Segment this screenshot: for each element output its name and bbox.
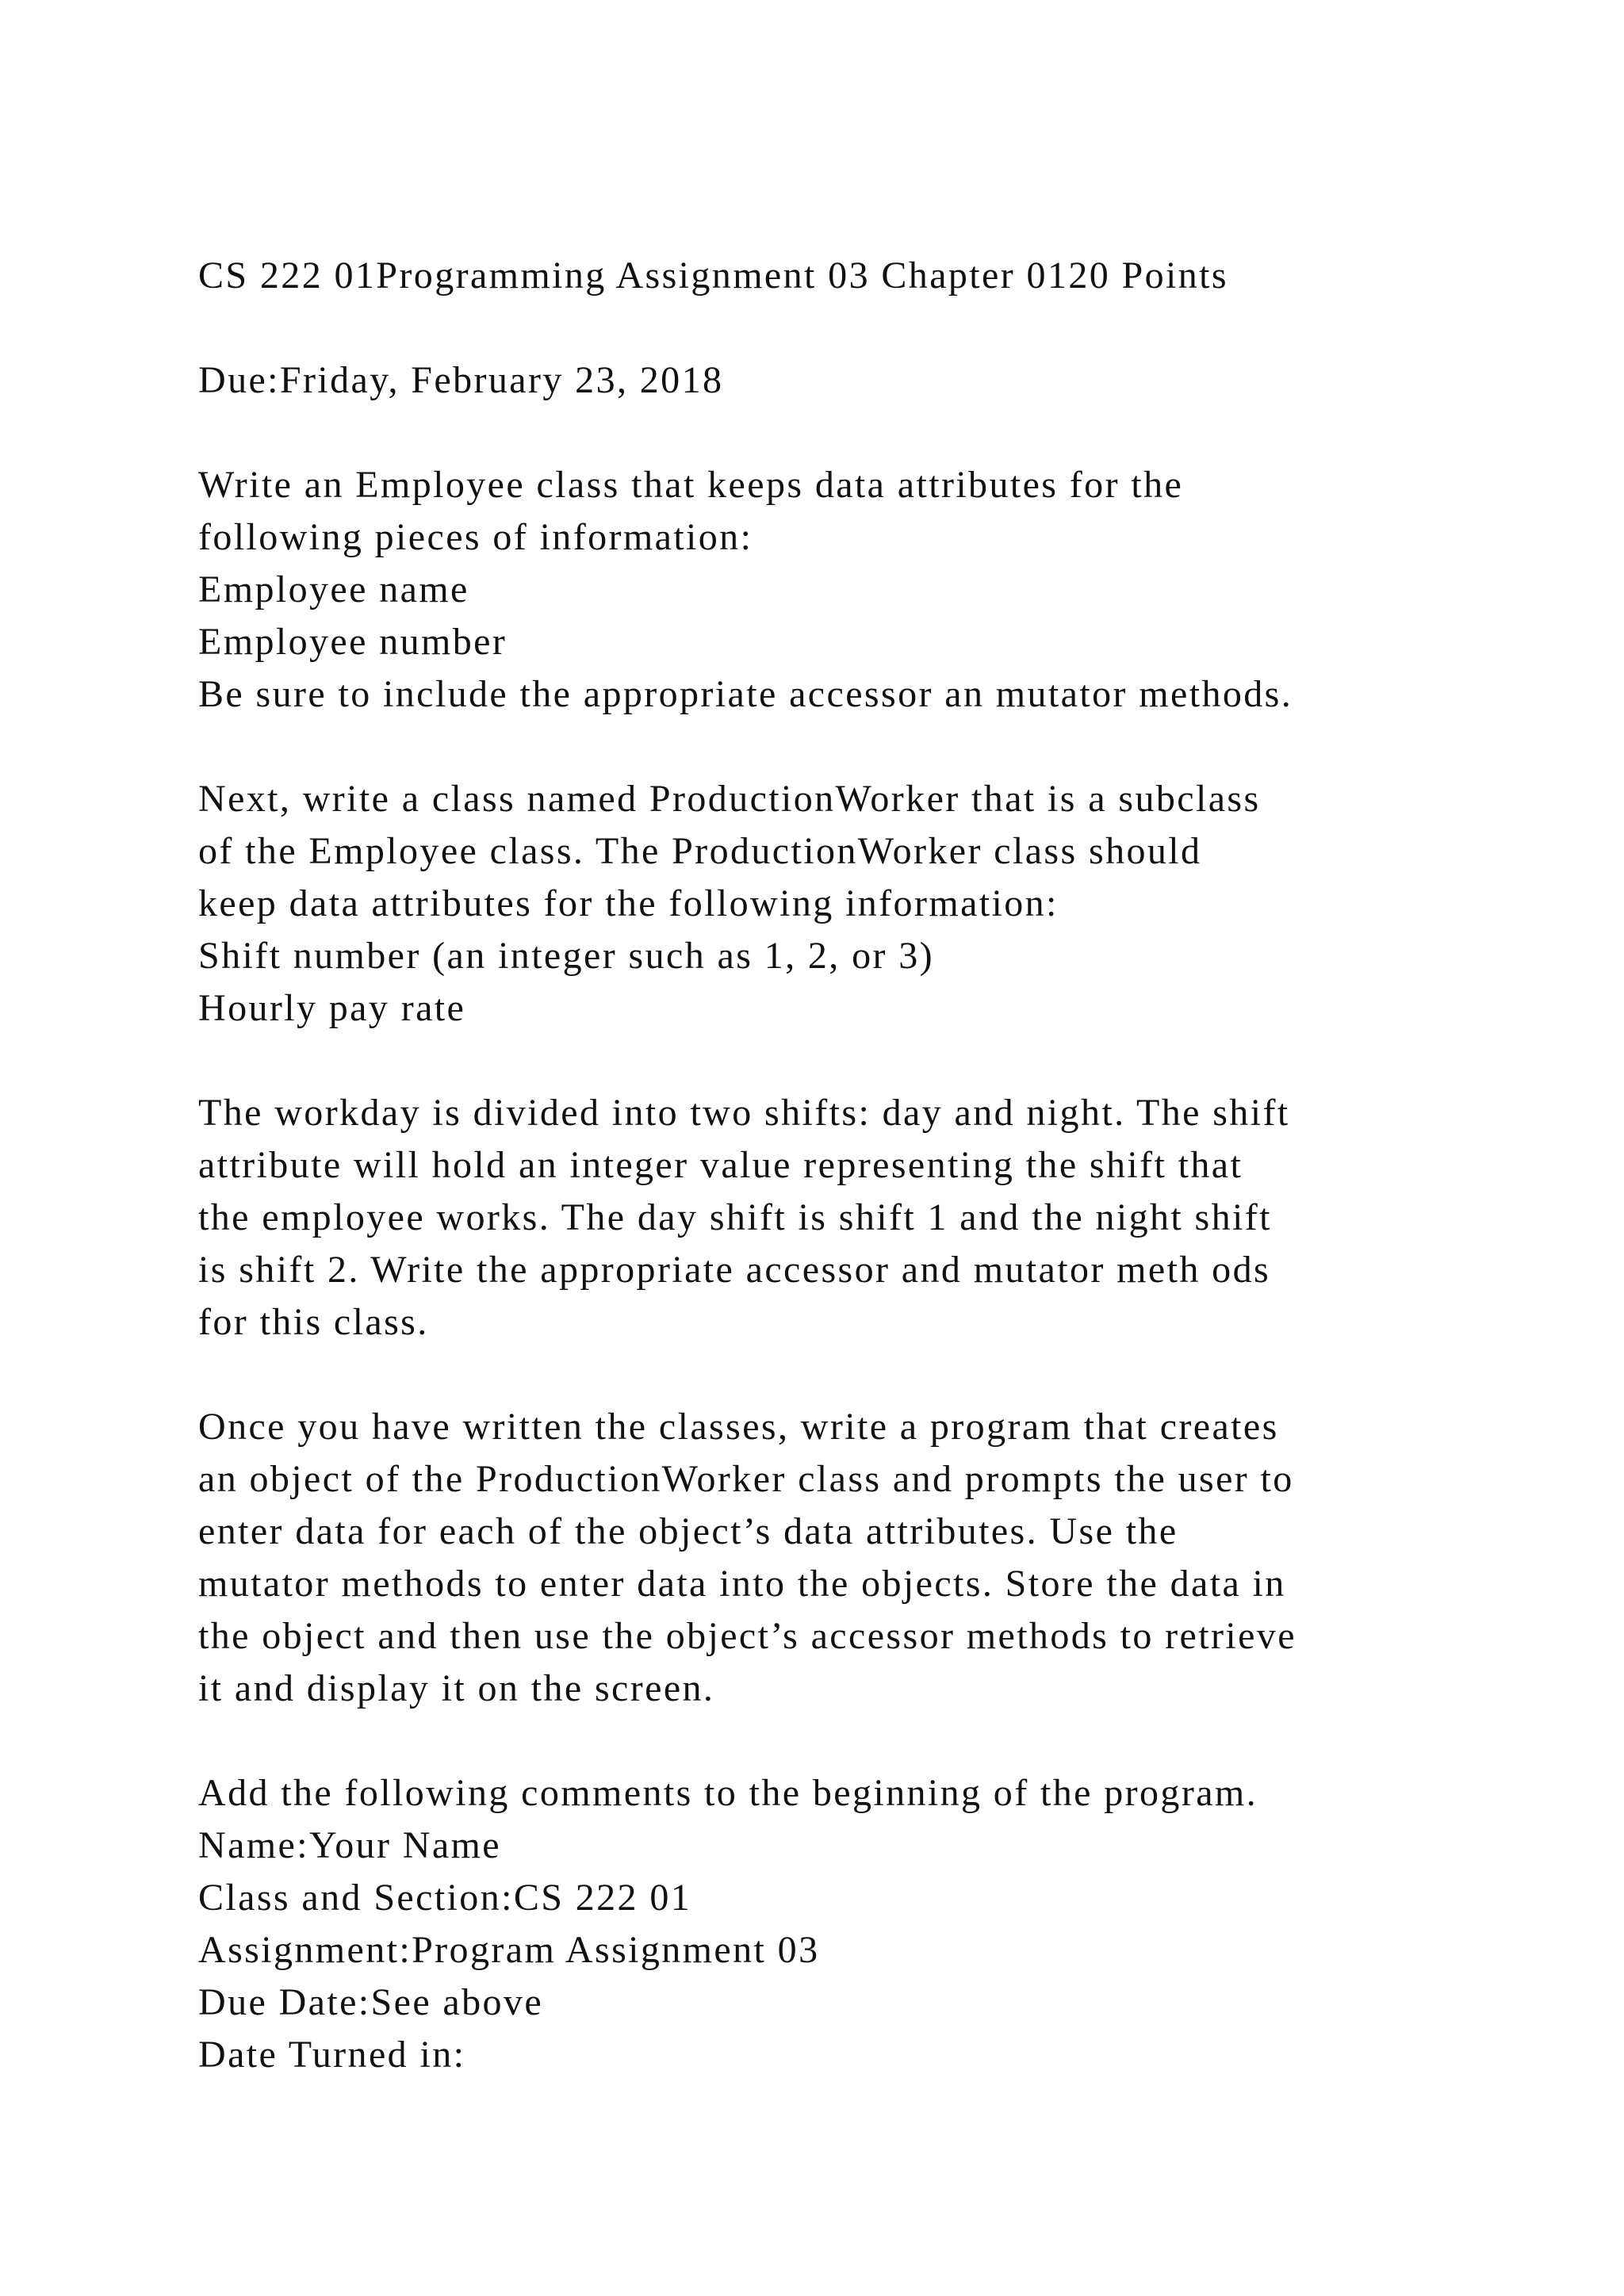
assignment-title: CS 222 01Programming Assignment 03 Chapter 0120 Points (198, 254, 1228, 297)
text-line: it and display it on the screen. (198, 1667, 715, 1709)
due-paragraph (198, 354, 1546, 407)
text-line: Hourly pay rate (198, 987, 466, 1029)
text-line: the employee works. The day shift is shift 1 and the night shift (198, 1196, 1272, 1238)
comment-name-line: Name:Your Name (198, 1824, 501, 1866)
production-worker-paragraph (198, 773, 1546, 1035)
text-line: Write an Employee class that keeps data attributes for the (198, 464, 1184, 506)
comment-due-date-line: Due Date:See above (198, 1981, 544, 2023)
text-line: mutator methods to enter data into the objects. Store the data in (198, 1563, 1286, 1605)
text-line: an object of the ProductionWorker class and prompts the user to (198, 1458, 1294, 1500)
text-line: enter data for each of the object’s data attributes. Use the (198, 1510, 1178, 1552)
comments-paragraph (198, 1767, 1546, 2081)
comment-assignment-line: Assignment:Program Assignment 03 (198, 1929, 820, 1971)
text-line: Employee name (198, 568, 469, 610)
text-line: following pieces of information: (198, 516, 753, 558)
title-paragraph (198, 250, 1546, 302)
text-line: attribute will hold an integer value representing the shift that (198, 1144, 1243, 1186)
text-line: Shift number (an integer such as 1, 2, or 3) (198, 935, 935, 977)
comment-date-turned-in-line: Date Turned in: (198, 2034, 466, 2076)
comment-class-section-line: Class and Section:CS 222 01 (198, 1877, 692, 1919)
text-line: Add the following comments to the beginning of the program. (198, 1772, 1258, 1814)
program-paragraph (198, 1401, 1546, 1715)
text-line: for this class. (198, 1301, 429, 1343)
employee-paragraph (198, 459, 1546, 721)
text-line: Once you have written the classes, write a program that creates (198, 1406, 1279, 1448)
text-line: Next, write a class named ProductionWorker that is a subclass (198, 778, 1261, 820)
text-line: Employee number (198, 621, 508, 663)
text-line: of the Employee class. The ProductionWorker class should (198, 830, 1202, 872)
due-date-line: Due:Friday, February 23, 2018 (198, 359, 724, 401)
text-line: the object and then use the object’s accessor methods to retrieve (198, 1615, 1297, 1657)
shifts-paragraph (198, 1087, 1546, 1349)
text-line: Be sure to include the appropriate accessor an mutator methods. (198, 673, 1293, 715)
document-body (198, 250, 1546, 2081)
text-line: The workday is divided into two shifts: day and night. The shift (198, 1092, 1290, 1134)
text-line: is shift 2. Write the appropriate accessor and mutator meth ods (198, 1249, 1271, 1291)
text-line: keep data attributes for the following information: (198, 882, 1059, 924)
